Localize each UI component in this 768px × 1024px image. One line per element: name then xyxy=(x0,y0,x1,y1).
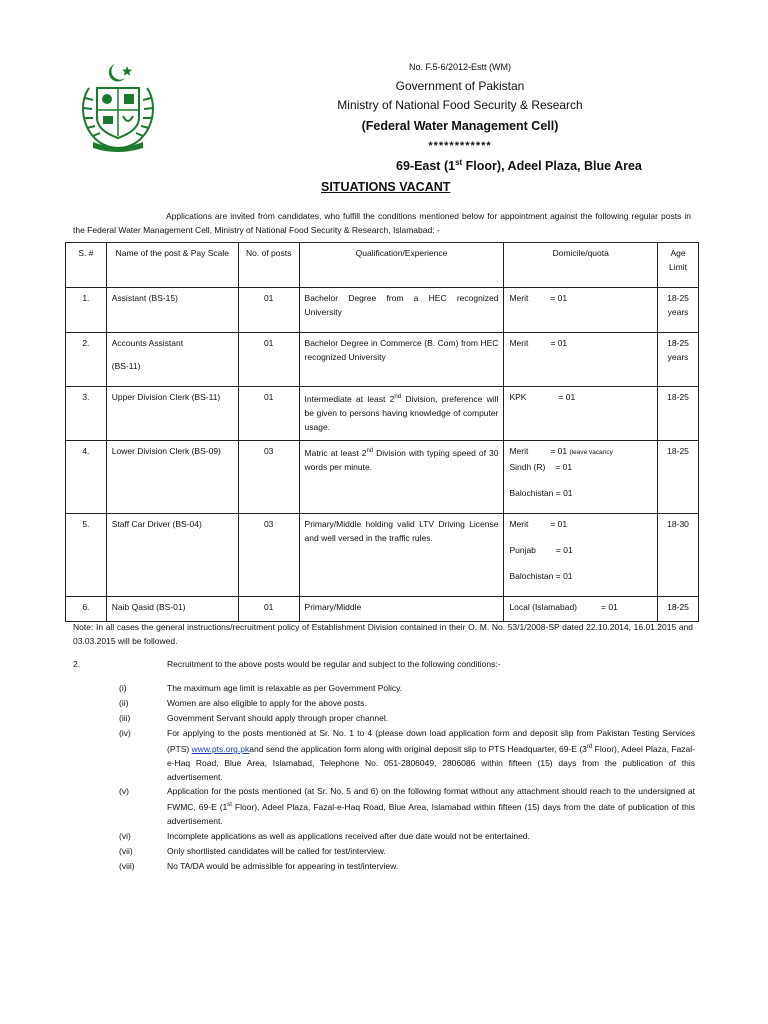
cell-sn: 5. xyxy=(66,514,107,597)
cell-age: 18-30 xyxy=(658,514,699,597)
page-title: SITUATIONS VACANT xyxy=(321,180,451,194)
cell-qualification: Bachelor Degree from a HEC recognized University xyxy=(299,288,504,333)
col-header-domicile: Domicile/quota xyxy=(504,243,658,288)
cell-qualification: Bachelor Degree in Commerce (B. Com) from HEC recognized University xyxy=(299,333,504,387)
cell-age: 18-25 years xyxy=(658,288,699,333)
cell-domicile: Merit = 01 xyxy=(504,333,658,387)
cell-post: Assistant (BS-15) xyxy=(106,288,238,333)
cell-domicile: Merit = 01 Punjab = 01 Balochistan = 01 xyxy=(504,514,658,597)
cell-qualification: Primary/Middle holding valid LTV Driving License and well versed in the traffic rules. xyxy=(299,514,504,597)
col-header-posts: No. of posts xyxy=(238,243,299,288)
table-row xyxy=(66,288,699,333)
paragraph-number: 2. xyxy=(73,659,81,669)
cell-posts: 03 xyxy=(238,514,299,597)
cell-age: 18-25 xyxy=(658,387,699,441)
cell-post: Lower Division Clerk (BS-09) xyxy=(106,441,238,514)
government-heading: Government of Pakistan xyxy=(395,79,525,93)
cell-age: 18-25 xyxy=(658,441,699,514)
cell-posts: 01 xyxy=(238,597,299,622)
col-header-sn: S. # xyxy=(66,243,107,288)
note-paragraph: Note: In all cases the general instructions/recruitment policy of Establishment Division contained in their O. M. No. 53/1/2008-SP dated 22.10.2014, 16.01.2015 and 03.03.2015 will be followed. xyxy=(73,622,693,646)
office-address: 69-East (1st Floor), Adeel Plaza, Blue Area xyxy=(396,158,642,174)
cell-posts: 01 xyxy=(238,387,299,441)
table-row xyxy=(66,514,699,597)
cell-post: Upper Division Clerk (BS-11) xyxy=(106,387,238,441)
table-row xyxy=(66,333,699,387)
cell-domicile: Merit = 01 (leave vacancy Sindh (R) = 01 Balochistan = 01 xyxy=(504,441,658,514)
cell-age: 18-25 xyxy=(658,597,699,622)
cell-post: Staff Car Driver (BS-04) xyxy=(106,514,238,597)
table-row xyxy=(66,597,699,622)
pts-website-link[interactable]: www.pts.org.pk xyxy=(191,743,250,754)
separator-stars: ************ xyxy=(428,140,492,152)
table-header-row xyxy=(66,243,699,288)
cell-qualification: Primary/Middle xyxy=(299,597,504,622)
reference-number: No. F.5-6/2012-Estt (WM) xyxy=(408,62,512,72)
table-row xyxy=(66,387,699,441)
ministry-heading: Ministry of National Food Security & Research xyxy=(337,98,583,112)
cell-posts: 03 xyxy=(238,441,299,514)
col-header-age: Age Limit xyxy=(658,243,699,288)
recruitment-conditions-intro: Recruitment to the above posts would be regular and subject to the following conditions:- xyxy=(167,659,501,669)
col-header-post: Name of the post & Pay Scale xyxy=(106,243,238,288)
cell-posts: 01 xyxy=(238,333,299,387)
cell-qualification: Intermediate at least 2nd Division, preference will be given to persons having knowledge of computer usage. xyxy=(299,387,504,441)
cell-domicile: KPK = 01 xyxy=(504,387,658,441)
table-row xyxy=(66,441,699,514)
cell-sn: 2. xyxy=(66,333,107,387)
cell-sn: 3. xyxy=(66,387,107,441)
col-header-qualification: Qualification/Experience xyxy=(299,243,504,288)
cell-domicile: Merit = 01 xyxy=(504,288,658,333)
intro-paragraph: Applications are invited from candidates, who fulfill the conditions mentioned below for appointment against the following regular posts in the Federal Water Management Cell, Ministry of National Food Security & Research, Islamabad: - xyxy=(73,211,691,235)
cell-sn: 4. xyxy=(66,441,107,514)
cell-sn: 6. xyxy=(66,597,107,622)
cell-post: Naib Qasid (BS-01) xyxy=(106,597,238,622)
cell-heading: (Federal Water Management Cell) xyxy=(361,119,559,133)
cell-age: 18-25 years xyxy=(658,333,699,387)
vacancy-table xyxy=(65,242,699,622)
state-emblem-icon xyxy=(75,58,161,154)
cell-qualification: Matric at least 2nd Division with typing speed of 30 words per minute. xyxy=(299,441,504,514)
cell-sn: 1. xyxy=(66,288,107,333)
cell-domicile: Local (Islamabad) = 01 xyxy=(504,597,658,622)
cell-post: Accounts Assistant (BS-11) xyxy=(106,333,238,387)
cell-posts: 01 xyxy=(238,288,299,333)
